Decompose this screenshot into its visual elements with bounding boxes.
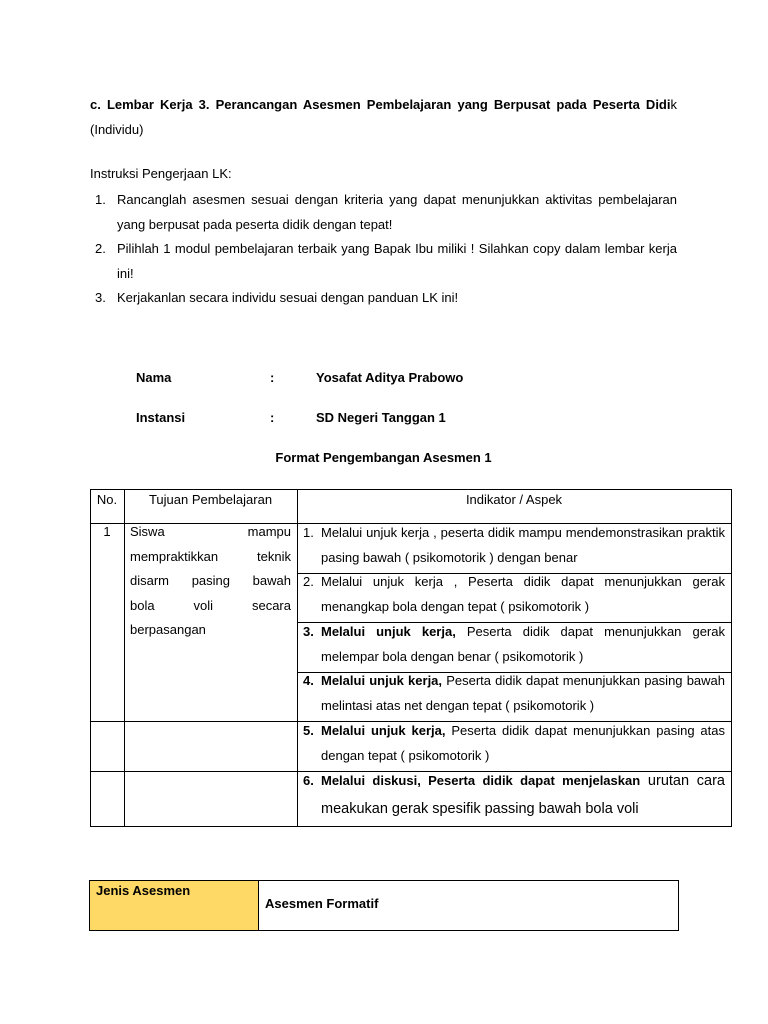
format-title: Format Pengembangan Asesmen 1 [275,450,492,465]
tujuan-line [130,569,291,594]
indicator-number: 6. [303,773,314,788]
heading-title-tail: k [670,97,677,112]
header-indikator: Indikator / Aspek [465,492,563,507]
name-value: Yosafat Aditya Prabowo [316,370,464,385]
tujuan-line [130,520,291,545]
tujuan-line [130,545,291,570]
col-divider [124,489,125,826]
indicator-method: Melalui diskusi, Peserta didik dapat menjelaskan [321,773,641,788]
indicator-number: 1. [303,525,314,540]
institution-value: SD Negeri Tanggan 1 [316,410,446,425]
indicator-item [303,520,725,570]
instruction-text: Pilihlah 1 modul pembelajaran terbaik yang Bapak Ibu miliki ! Silahkan copy dalam lembar kerja ini! [117,241,677,281]
assessment-type-value: Asesmen Formatif [265,896,379,911]
instruction-number: 1. [95,192,106,207]
indicator-number: 3. [303,624,314,639]
indicator-method: Melalui unjuk kerja, [321,723,446,738]
tujuan-line [130,618,291,643]
tujuan-word: pasing [191,573,230,588]
indicator-item [303,718,725,768]
indicator-number: 5. [303,723,314,738]
instructions-title: Instruksi Pengerjaan LK: [90,166,232,181]
instruction-item [90,237,677,286]
tujuan-word: Siswa [130,524,165,539]
instruction-text: Kerjakanlan secara individu sesuai dengan panduan LK ini! [117,290,459,305]
instruction-item [90,188,677,237]
tujuan-word: disarm [130,573,170,588]
indicator-number: 2. [303,574,314,589]
indicator-method: Melalui unjuk kerja, [321,673,443,688]
assessment-type-table [89,880,679,931]
indicator-method: Melalui unjuk kerja, [321,624,456,639]
row-number: 1 [103,524,111,539]
indicator-text: Peserta didik dapat menunjukkan gerak melempar bola dengan benar ( psikomotorik ) [321,624,725,664]
indicator-text: Peserta didik dapat menunjukkan pasing atas dengan tepat ( psikomotorik ) [321,723,725,763]
assessment-type-label-cell [90,881,259,930]
col-divider [297,489,298,826]
tujuan-word: voli [193,597,214,613]
assessment-type-label: Jenis Asesmen [96,883,191,898]
tujuan-word: bawah [252,573,291,588]
tujuan-word: mampu [247,524,291,539]
heading-suffix: (Individu) [90,122,144,137]
indicator-text: Melalui unjuk kerja , Peserta didik dapat menunjukkan gerak menangkap bola dengan tepat ( psikomotorik ) [321,574,725,614]
worksheet-heading [90,92,677,142]
tujuan-text [130,520,291,643]
name-label: Nama [136,370,172,385]
institution-colon: : [270,410,275,425]
tujuan-word: secara [251,597,291,613]
indicator-item [303,767,725,823]
tujuan-word: teknik [257,548,291,564]
tujuan-word: bola [130,597,155,613]
instruction-number: 2. [95,241,106,256]
name-colon: : [270,370,275,385]
tujuan-word: berpasangan [130,622,206,637]
indicator-text: urutan cara meakukan gerak spesifik passing bawah bola voli [321,773,725,817]
indicator-text: Peserta didik dapat menunjukkan pasing bawah melintasi atas net dengan tepat ( psikomotorik ) [321,673,725,713]
tujuan-line [130,594,291,619]
tujuan-word: mempraktikkan [130,548,219,564]
indicator-text: Melalui unjuk kerja , peserta didik mampu mendemonstrasikan praktik pasing bawah ( psikomotorik ) dengan benar [321,525,725,565]
indicator-item [303,619,725,669]
indicator-number: 4. [303,673,314,688]
instruction-text: Rancanglah asesmen sesuai dengan kriteria yang dapat menunjukkan aktivitas pembelajaran yang berpusat pada peserta didik dengan tepat! [117,192,677,232]
header-no: No. [96,492,118,507]
header-tujuan: Tujuan Pembelajaran [148,492,273,507]
indicator-item [303,668,725,718]
institution-label: Instansi [136,410,186,425]
indicator-item [303,569,725,619]
instruction-number: 3. [95,290,106,305]
instruction-item [90,286,677,311]
instructions-list [90,188,677,311]
heading-title: c. Lembar Kerja 3. Perancangan Asesmen Pembelajaran yang Berpusat pada Peserta Didi [90,97,671,112]
